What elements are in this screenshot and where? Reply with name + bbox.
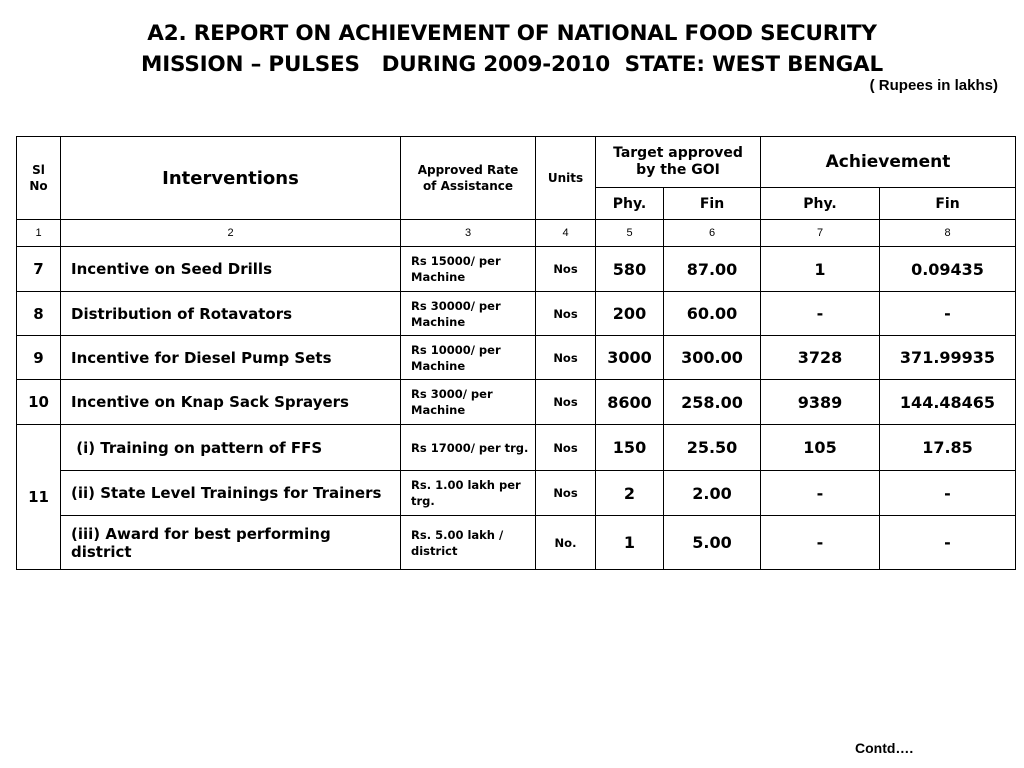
- cell-achievement-fin: 0.09435: [880, 247, 1016, 292]
- cell-sl-no: 8: [17, 292, 61, 336]
- column-number: 7: [761, 220, 880, 247]
- cell-achievement-fin: 371.99935: [880, 336, 1016, 380]
- cell-target-phy: 580: [596, 247, 664, 292]
- cell-achievement-fin: -: [880, 471, 1016, 516]
- header-target-line-1: Target approved: [613, 145, 743, 161]
- cell-target-fin: 87.00: [664, 247, 761, 292]
- column-number-row: [17, 220, 1016, 247]
- cell-approved-rate: Rs 3000/ per Machine: [401, 380, 536, 425]
- cell-achievement-fin: 144.48465: [880, 380, 1016, 425]
- cell-achievement-phy: -: [761, 471, 880, 516]
- table-row: [17, 516, 1016, 570]
- cell-approved-rate: Rs. 5.00 lakh / district: [401, 516, 536, 570]
- table-row: [17, 336, 1016, 380]
- cell-target-fin: 25.50: [664, 425, 761, 471]
- cell-target-phy: 3000: [596, 336, 664, 380]
- cell-achievement-phy: 3728: [761, 336, 880, 380]
- currency-units-note: ( Rupees in lakhs): [869, 77, 998, 94]
- cell-target-fin: 60.00: [664, 292, 761, 336]
- cell-target-phy: 1: [596, 516, 664, 570]
- column-number: 1: [17, 220, 61, 247]
- cell-units: Nos: [536, 380, 596, 425]
- continued-note: Contd….: [855, 740, 914, 756]
- header-sl-line-2: No: [29, 179, 48, 193]
- cell-target-fin: 2.00: [664, 471, 761, 516]
- cell-units: No.: [536, 516, 596, 570]
- cell-intervention: Incentive on Seed Drills: [61, 247, 401, 292]
- cell-approved-rate: Rs 30000/ per Machine: [401, 292, 536, 336]
- cell-approved-rate: Rs 17000/ per trg.: [401, 425, 536, 471]
- header-sl-line-1: Sl: [32, 163, 45, 177]
- header-rate-line-1: Approved Rate: [417, 163, 519, 177]
- cell-approved-rate: Rs. 1.00 lakh per trg.: [401, 471, 536, 516]
- cell-approved-rate: Rs 10000/ per Machine: [401, 336, 536, 380]
- header-target-phy: Phy.: [596, 188, 664, 220]
- cell-target-phy: 150: [596, 425, 664, 471]
- header-rate-line-2: of Assistance: [422, 179, 514, 193]
- cell-intervention: Incentive for Diesel Pump Sets: [61, 336, 401, 380]
- cell-units: Nos: [536, 247, 596, 292]
- column-number: 2: [61, 220, 401, 247]
- header-target-approved: [596, 137, 761, 188]
- cell-achievement-phy: 9389: [761, 380, 880, 425]
- header-row: [17, 137, 1016, 188]
- column-number: 8: [880, 220, 1016, 247]
- header-achievement-phy: Phy.: [761, 188, 880, 220]
- cell-achievement-fin: -: [880, 292, 1016, 336]
- header-achievement-fin: Fin: [880, 188, 1016, 220]
- report-title-line-2: MISSION – PULSES DURING 2009-2010 STATE: WEST BENGAL: [141, 52, 883, 77]
- column-number: 5: [596, 220, 664, 247]
- header-target-fin: Fin: [664, 188, 761, 220]
- cell-target-fin: 5.00: [664, 516, 761, 570]
- header-approved-rate: [401, 137, 536, 220]
- column-number: 4: [536, 220, 596, 247]
- cell-target-phy: 2: [596, 471, 664, 516]
- table-row: [17, 292, 1016, 336]
- column-number: 6: [664, 220, 761, 247]
- cell-target-phy: 8600: [596, 380, 664, 425]
- cell-intervention: (iii) Award for best performing district: [61, 516, 401, 570]
- header-units: Units: [536, 137, 596, 220]
- cell-sl-no: 9: [17, 336, 61, 380]
- cell-achievement-fin: -: [880, 516, 1016, 570]
- achievement-table: [16, 136, 1016, 570]
- cell-target-phy: 200: [596, 292, 664, 336]
- cell-units: Nos: [536, 336, 596, 380]
- cell-target-fin: 300.00: [664, 336, 761, 380]
- header-sl-no: [17, 137, 61, 220]
- header-achievement: Achievement: [761, 137, 1016, 188]
- cell-intervention: Distribution of Rotavators: [61, 292, 401, 336]
- cell-sl-no: 10: [17, 380, 61, 425]
- cell-sl-no: 7: [17, 247, 61, 292]
- report-title-line-1: A2. REPORT ON ACHIEVEMENT OF NATIONAL FOOD SECURITY: [147, 21, 877, 46]
- table-row: [17, 425, 1016, 471]
- cell-units: Nos: [536, 425, 596, 471]
- cell-achievement-phy: -: [761, 516, 880, 570]
- report-title: [0, 18, 1024, 80]
- cell-units: Nos: [536, 471, 596, 516]
- table-row: [17, 471, 1016, 516]
- column-number: 3: [401, 220, 536, 247]
- table-row: [17, 247, 1016, 292]
- cell-intervention: Incentive on Knap Sack Sprayers: [61, 380, 401, 425]
- table-row: [17, 380, 1016, 425]
- cell-intervention: (i) Training on pattern of FFS: [61, 425, 401, 471]
- header-target-line-2: by the GOI: [636, 162, 720, 178]
- header-interventions: Interventions: [61, 137, 401, 220]
- cell-target-fin: 258.00: [664, 380, 761, 425]
- cell-achievement-phy: 1: [761, 247, 880, 292]
- cell-units: Nos: [536, 292, 596, 336]
- cell-achievement-fin: 17.85: [880, 425, 1016, 471]
- cell-achievement-phy: 105: [761, 425, 880, 471]
- cell-approved-rate: Rs 15000/ per Machine: [401, 247, 536, 292]
- cell-sl-no: 11: [17, 425, 61, 570]
- cell-intervention: (ii) State Level Trainings for Trainers: [61, 471, 401, 516]
- cell-achievement-phy: -: [761, 292, 880, 336]
